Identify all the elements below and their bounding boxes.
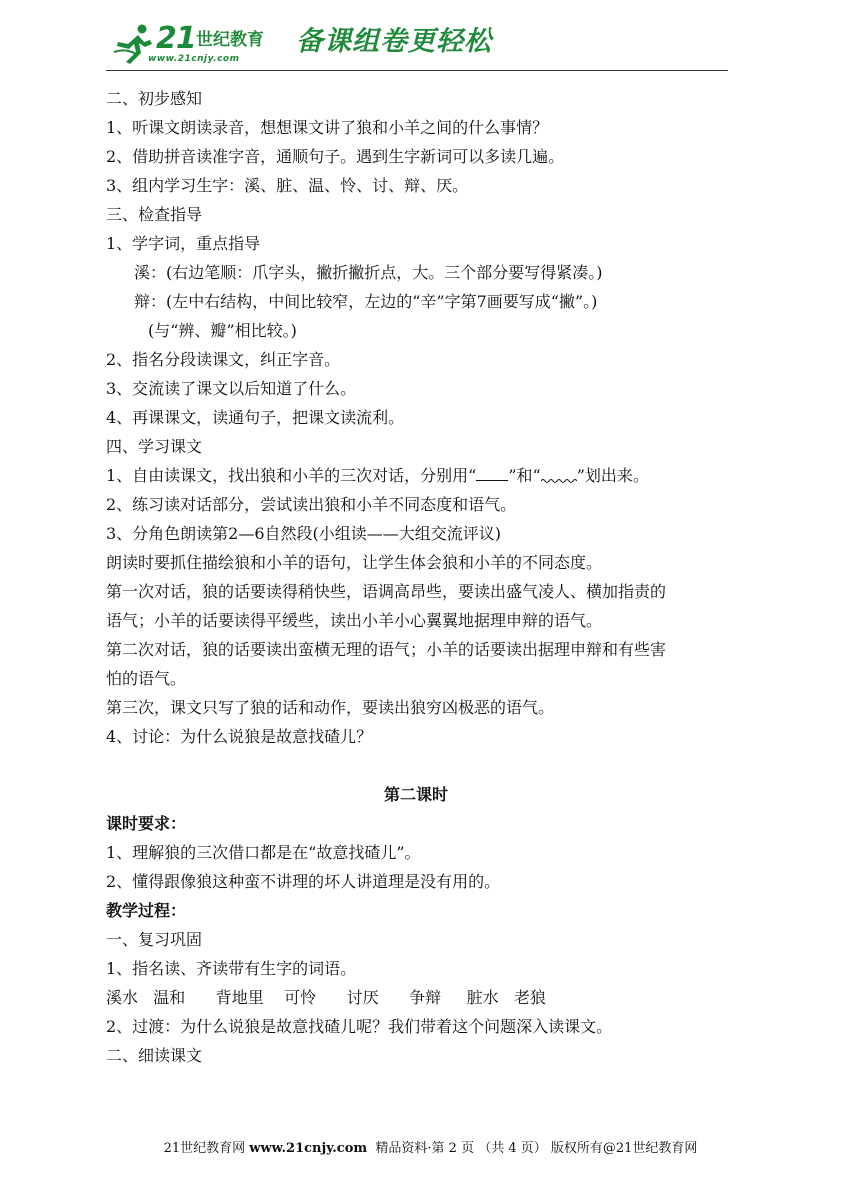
- text-line: 怕的语气。: [106, 669, 187, 688]
- lesson-title: 第二课时: [383, 785, 448, 804]
- requirements-heading: 课时要求：: [106, 814, 187, 833]
- text-line: 2、借助拼音读准字音，通顺句子。遇到生字新词可以多读几遍。: [106, 147, 565, 166]
- text-line: (与“辨、瓣”相比较。): [148, 321, 297, 340]
- logo-url: www.21cnjy.com: [148, 54, 240, 64]
- text-line: 4、讨论：为什么说狼是故意找碴儿？: [106, 727, 373, 746]
- text-line: 语气；小羊的话要读得平缓些，读出小羊小心翼翼地据理申辩的语气。: [106, 611, 603, 630]
- text-segment: ”划出来。: [576, 466, 649, 485]
- text-line: 1、听课文朗读录音，想想课文讲了狼和小羊之间的什么事情？: [106, 118, 549, 137]
- section-heading: 一、复习巩固: [106, 930, 203, 949]
- text-line: 2、过渡：为什么说狼是故意找碴儿呢？我们带着这个问题深入读课文。: [106, 1017, 613, 1036]
- text-line: 第三次，课文只写了狼的话和动作，要读出狼穷凶极恶的语气。: [106, 698, 555, 717]
- wavy-underline-mark: [541, 467, 577, 481]
- text-line: 1、理解狼的三次借口都是在“故意找碴儿”。: [106, 843, 421, 862]
- footer-site-name: 21世纪教育网: [163, 1141, 246, 1156]
- text-line: 3、组内学习生字：溪、脏、温、怜、讨、辩、厌。: [106, 176, 469, 195]
- section-heading: 四、学习课文: [106, 437, 203, 456]
- text-line: 溪：(右边笔顺：爪字头，撇折撇折点，大。三个部分要写得紧凑。): [134, 263, 603, 282]
- blank-line: [106, 756, 766, 785]
- document-body: [106, 89, 766, 1075]
- process-heading: 教学过程：: [106, 901, 187, 920]
- text-line: 辩：(左中右结构，中间比较窄，左边的“辛”字第7画要写成“撇”。): [134, 292, 598, 311]
- page-header: [106, 16, 728, 72]
- text-line: 4、再课课文，读通句子，把课文读流利。: [106, 408, 405, 427]
- text-segment: ”和“: [508, 466, 541, 485]
- text-line: 3、分角色朗读第2—6自然段(小组读——大组交流评议): [106, 524, 502, 543]
- text-segment: 1、自由读课文，找出狼和小羊的三次对话，分别用“: [106, 466, 477, 485]
- footer-info: 精品资料·第 2 页 （共 4 页） 版权所有@21世纪教育网: [375, 1141, 698, 1156]
- section-heading: 二、细读课文: [106, 1046, 203, 1065]
- header-divider: [106, 70, 728, 71]
- text-line: 2、指名分段读课文，纠正字音。: [106, 350, 341, 369]
- logo-name: 世纪教育: [196, 30, 264, 50]
- text-line: 3、交流读了课文以后知道了什么。: [106, 379, 357, 398]
- text-line: 第二次对话，狼的话要读出蛮横无理的语气；小羊的话要读出据理申辩和有些害: [106, 640, 667, 659]
- page-footer: [0, 1140, 861, 1158]
- logo-number: 21: [156, 21, 196, 56]
- section-heading: 二、初步感知: [106, 89, 203, 108]
- section-heading: 三、检查指导: [106, 205, 203, 224]
- dialog-marking-line: [106, 466, 766, 495]
- text-line: 朗读时要抓住描绘狼和小羊的语句，让学生体会狼和小羊的不同态度。: [106, 553, 603, 572]
- text-line: 2、懂得跟像狼这种蛮不讲理的坏人讲道理是没有用的。: [106, 872, 501, 891]
- text-line: 2、练习读对话部分，尝试读出狼和小羊不同态度和语气。: [106, 495, 517, 514]
- vocabulary-line: 溪水 温和 背地里 可怜 讨厌 争辩 脏水 老狼: [106, 988, 546, 1007]
- straight-underline-mark: [476, 466, 508, 481]
- text-line: 1、指名读、齐读带有生字的词语。: [106, 959, 357, 978]
- slogan: 备课组卷更轻松: [296, 26, 492, 57]
- text-line: 第一次对话，狼的话要读得稍快些，语调高昂些，要读出盛气凌人、横加指责的: [106, 582, 667, 601]
- footer-site-url: www.21cnjy.com: [249, 1141, 368, 1156]
- text-line: 1、学字词，重点指导: [106, 234, 261, 253]
